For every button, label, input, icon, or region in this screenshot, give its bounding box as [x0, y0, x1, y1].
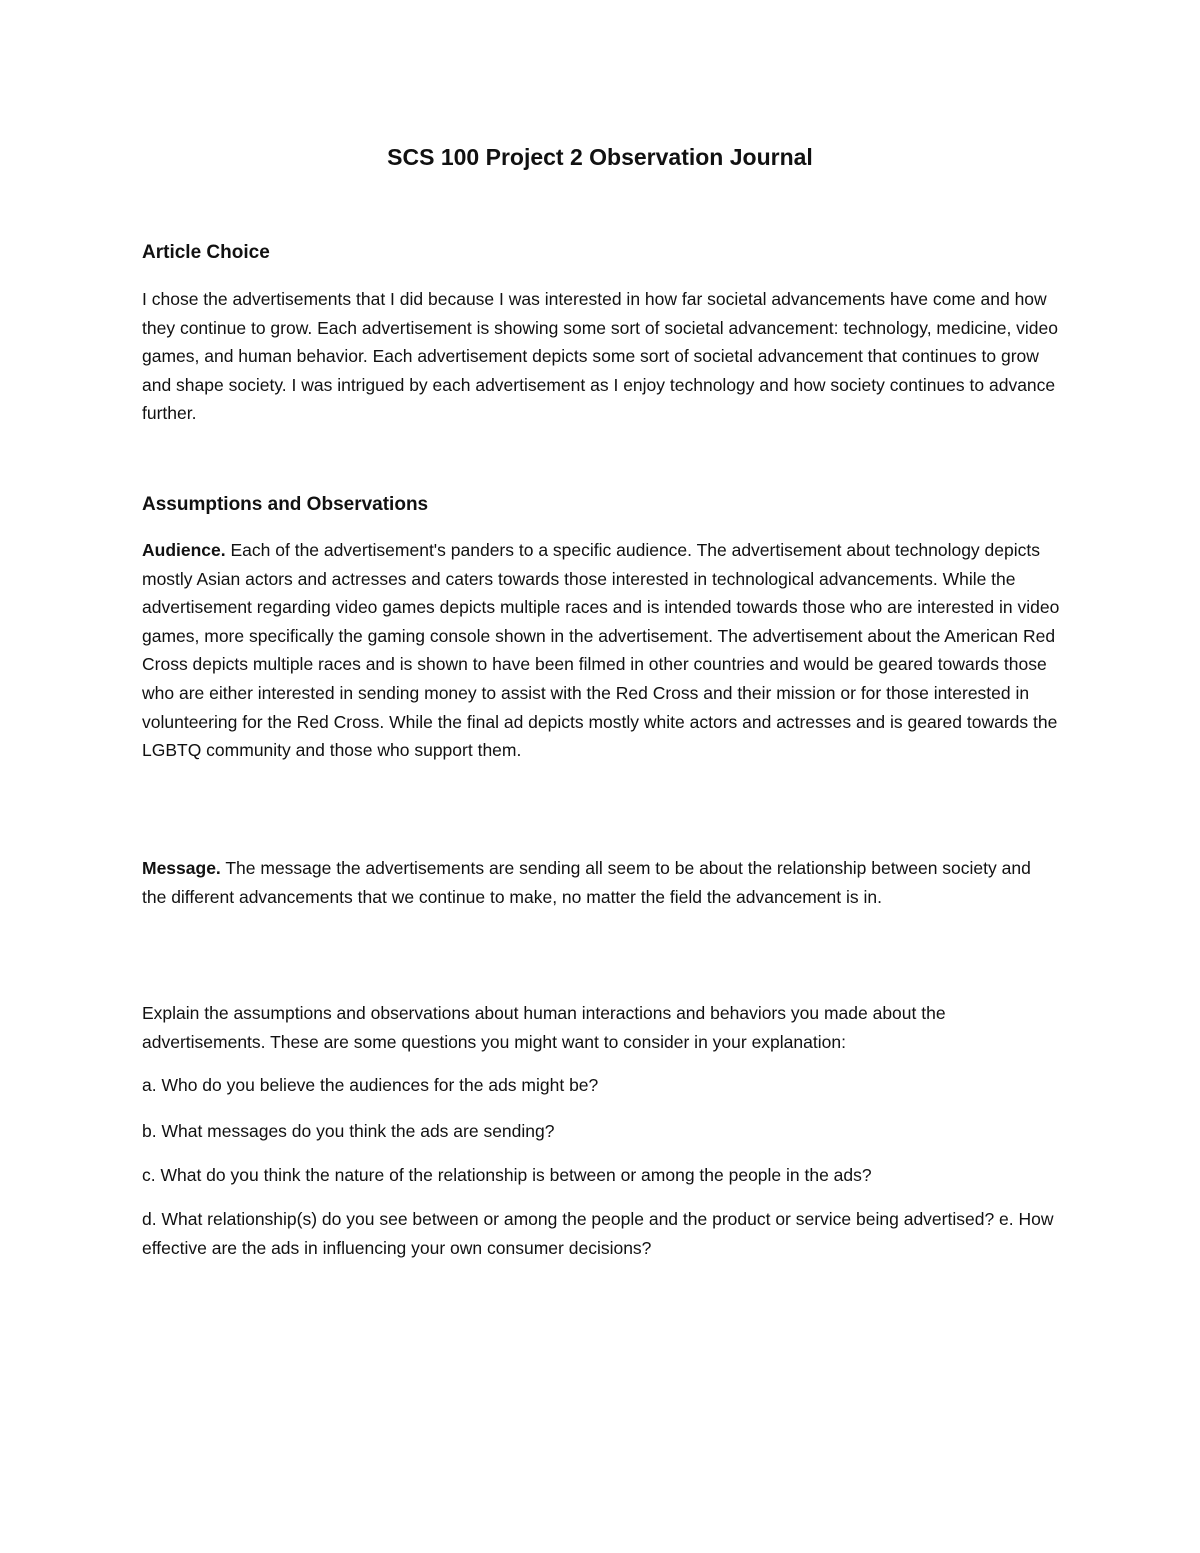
message-text: The message the advertisements are sending all seem to be about the relationship between society and the different advancements that we continue to make, no matter the field the advancement is in. — [142, 858, 1031, 907]
message-label: Message. — [142, 858, 221, 878]
question-d-e: d. What relationship(s) do you see between or among the people and the product or service being advertised? e. How effective are the ads in influencing your own consumer decisions? — [142, 1209, 1054, 1258]
document-title: SCS 100 Project 2 Observation Journal — [387, 144, 813, 170]
question-c: c. What do you think the nature of the relationship is between or among the people in the ads? — [142, 1165, 872, 1185]
question-a: a. Who do you believe the audiences for the ads might be? — [142, 1075, 599, 1095]
audience-label: Audience. — [142, 540, 226, 560]
audience-text: Each of the advertisement's panders to a specific audience. The advertisement about technology depicts mostly Asian actors and actresses and caters towards those interested in technological advancements. While the advertisement regarding video games depicts multiple races and is intended towards those who are interested in video games, more specifically the gaming console shown in the advertisement. The advertisement about the American Red Cross depicts multiple races and is shown to have been filmed in other countries and would be geared towards those who are either interested in sending money to assist with the Red Cross and their mission or for those interested in volunteering for the Red Cross. While the final ad depicts mostly white actors and actresses and is geared towards the LGBTQ community and those who support them. — [142, 540, 1060, 761]
article-choice-paragraph: I chose the advertisements that I did because I was interested in how far societal advancements have come and how they continue to grow. Each advertisement is showing some sort of societal advancement: technology, medicine, video games, and human behavior. Each advertisement depicts some sort of societal advancement that continues to grow and shape society. I was intrigued by each advertisement as I enjoy technology and how society continues to advance further. — [142, 289, 1059, 424]
message-paragraph — [142, 854, 1060, 911]
article-choice-heading: Article Choice — [142, 242, 270, 263]
prompt-intro: Explain the assumptions and observations about human interactions and behaviors you made about the advertisements. These are some questions you might want to consider in your explanation: — [142, 1003, 946, 1052]
assumptions-heading: Assumptions and Observations — [142, 494, 429, 515]
question-b: b. What messages do you think the ads are sending? — [142, 1121, 555, 1141]
audience-paragraph — [142, 536, 1060, 765]
